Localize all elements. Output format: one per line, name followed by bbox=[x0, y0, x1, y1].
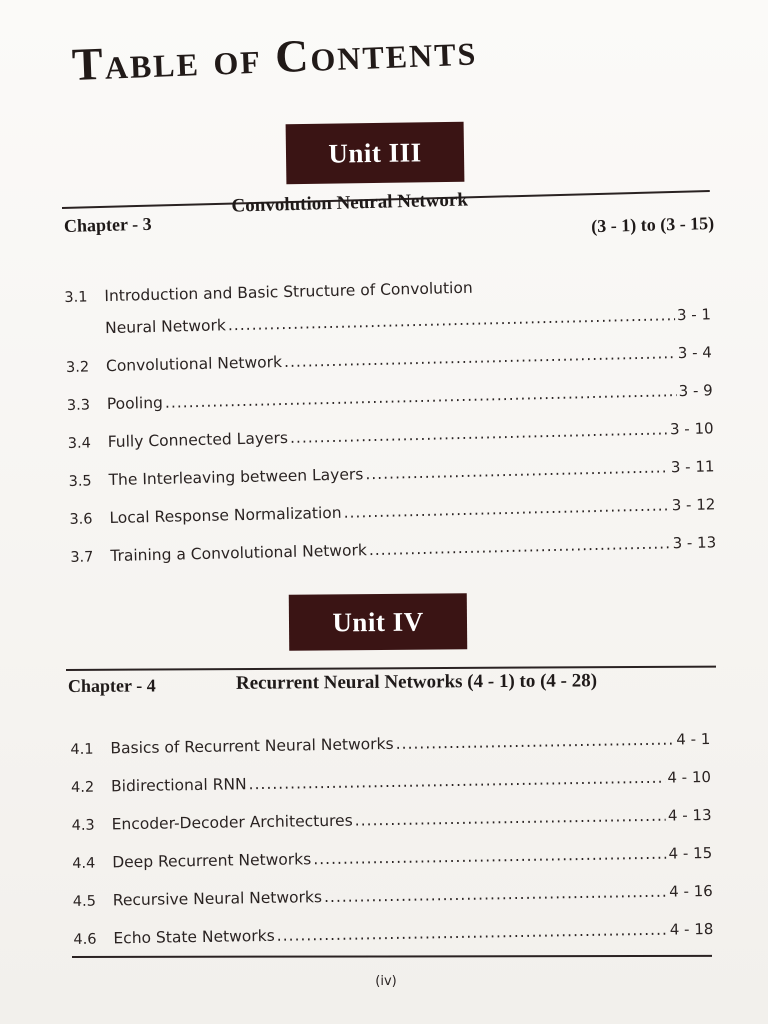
section-number: 3.6 bbox=[69, 511, 93, 528]
chapter-label: Chapter - 3 bbox=[63, 213, 152, 236]
chapter-title: Convolution Neural Network bbox=[231, 189, 469, 217]
section-number: 4.3 bbox=[71, 817, 95, 834]
section-page: 4 - 13 bbox=[667, 805, 712, 825]
unit-3-heading: Unit III bbox=[286, 122, 465, 184]
section-title: Basics of Recurrent Neural Networks bbox=[110, 734, 394, 758]
section-page: 3 - 10 bbox=[669, 419, 714, 439]
page-number-footer: (iv) bbox=[375, 974, 397, 989]
section-title-continued: Neural Network bbox=[104, 316, 227, 338]
section-page: 3 - 4 bbox=[677, 343, 713, 363]
section-number: 3.4 bbox=[67, 435, 92, 452]
dot-leader bbox=[369, 534, 671, 559]
section-page: 3 - 11 bbox=[670, 457, 715, 477]
section-page: 3 - 1 bbox=[676, 305, 712, 325]
section-title: Encoder-Decoder Architectures bbox=[111, 811, 353, 834]
section-number: 4.2 bbox=[70, 779, 95, 796]
dot-leader bbox=[277, 921, 668, 945]
section-number: 3.3 bbox=[66, 397, 91, 414]
section-page: 4 - 16 bbox=[669, 881, 713, 901]
section-number: 4.1 bbox=[70, 741, 94, 758]
section-title: Bidirectional RNN bbox=[110, 775, 247, 796]
section-number: 4.5 bbox=[72, 893, 97, 910]
chapter-3-sections bbox=[64, 263, 716, 566]
section-title: Local Response Normalization bbox=[109, 503, 342, 528]
chapter-4-sections bbox=[70, 710, 714, 948]
divider-line bbox=[72, 955, 712, 958]
section-number: 3.7 bbox=[70, 549, 94, 566]
page-title: Table of Contents bbox=[71, 23, 479, 90]
chapter-3-header bbox=[63, 179, 714, 256]
section-number: 3.1 bbox=[64, 289, 88, 306]
chapter-label: Chapter - 4 bbox=[67, 675, 156, 696]
section-number: 3.5 bbox=[68, 473, 92, 490]
section-page: 4 - 15 bbox=[668, 843, 713, 863]
section-number: 3.2 bbox=[65, 359, 90, 376]
section-title: Recursive Neural Networks bbox=[112, 888, 323, 910]
section-page: 4 - 1 bbox=[676, 729, 711, 749]
section-page: 4 - 18 bbox=[669, 919, 714, 939]
section-title: Introduction and Basic Structure of Convolution bbox=[104, 278, 473, 306]
section-number: 4.6 bbox=[73, 931, 97, 948]
section-title: Training a Convolutional Network bbox=[110, 541, 368, 566]
section-title: Echo State Networks bbox=[113, 926, 275, 948]
section-title: Pooling bbox=[106, 393, 164, 414]
chapter-title: Recurrent Neural Networks (4 - 1) to (4 - 28) bbox=[235, 670, 598, 694]
unit-4-heading: Unit IV bbox=[289, 593, 467, 651]
section-title: Convolutional Network bbox=[105, 353, 283, 376]
section-title: Fully Connected Layers bbox=[107, 428, 289, 452]
section-page: 3 - 9 bbox=[678, 381, 713, 401]
section-page: 3 - 13 bbox=[672, 533, 717, 553]
section-title: The Interleaving between Layers bbox=[108, 465, 364, 490]
section-number: 4.4 bbox=[72, 855, 96, 872]
chapter-4-header bbox=[68, 667, 718, 702]
chapter-page-range: (3 - 1) to (3 - 15) bbox=[590, 212, 715, 237]
section-page: 4 - 10 bbox=[667, 767, 712, 787]
section-title: Deep Recurrent Networks bbox=[112, 850, 312, 872]
section-page: 3 - 12 bbox=[671, 495, 716, 515]
